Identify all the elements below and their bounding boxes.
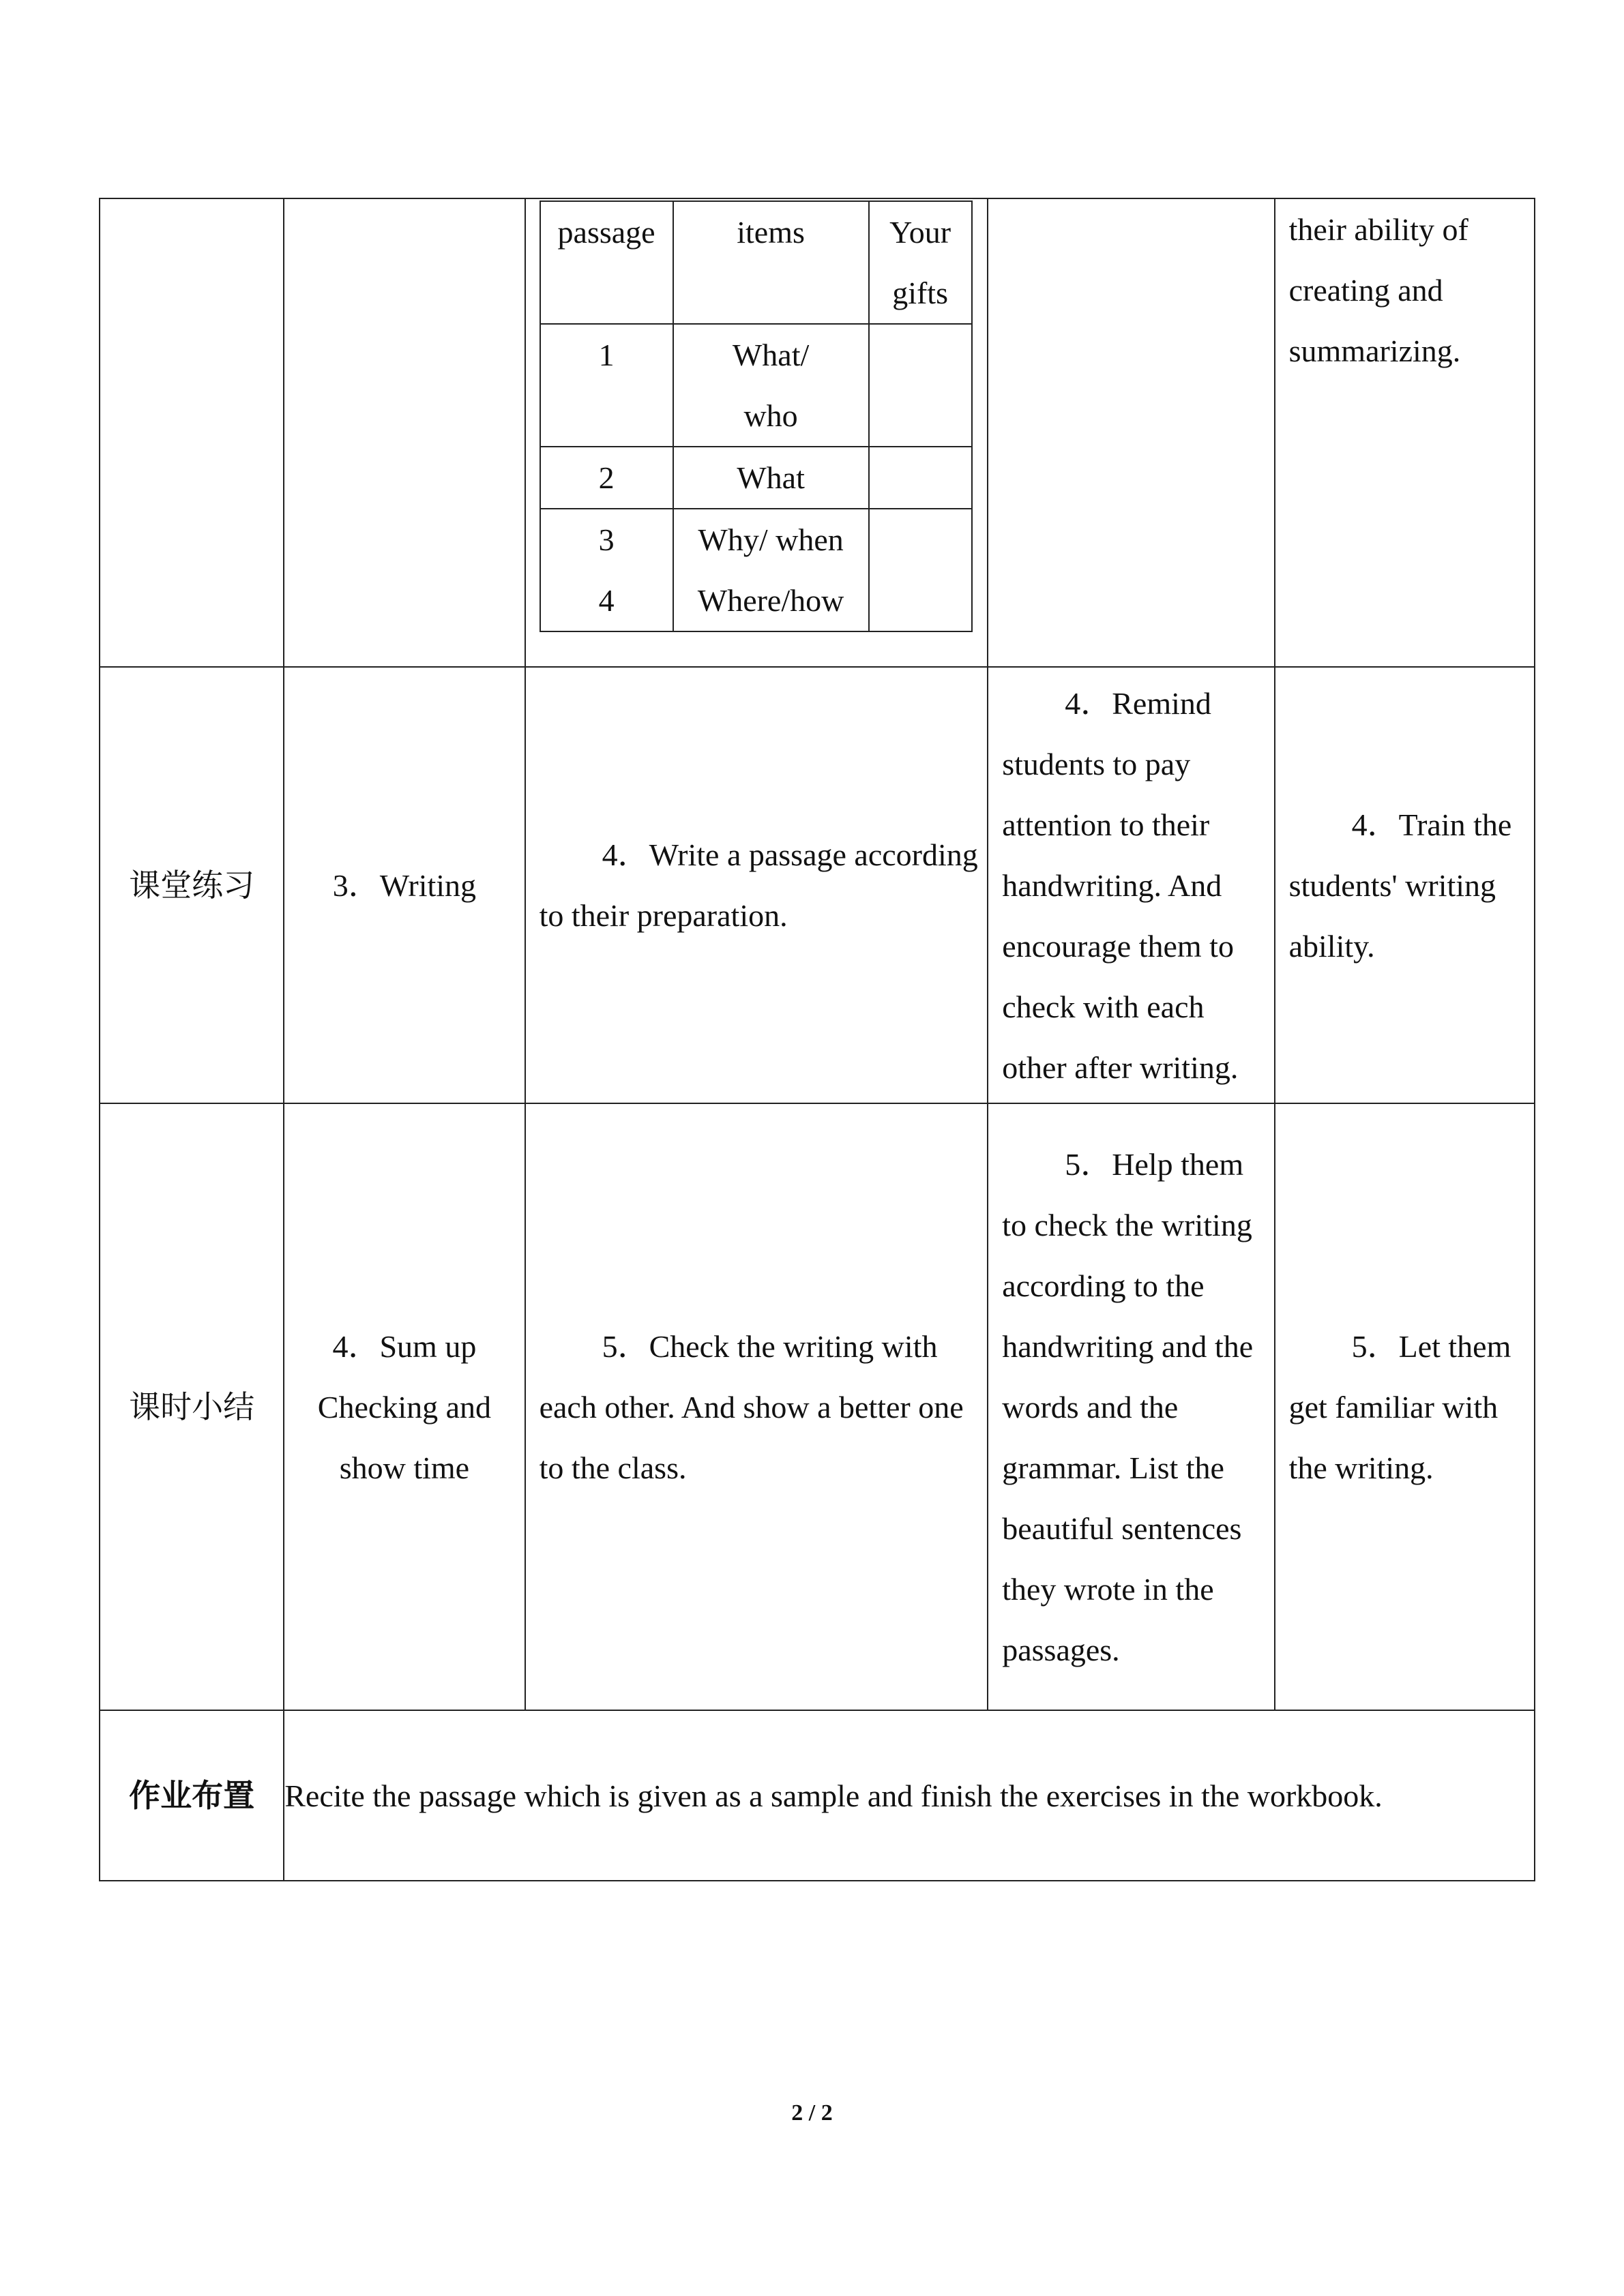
lesson-plan-table: [99, 198, 1535, 1881]
purpose-text: 4．Train the students' writing ability.: [1275, 667, 1535, 1103]
table-row: [100, 198, 1535, 667]
header-passage: passage: [540, 201, 673, 324]
stage-label: 课时小结: [100, 1103, 284, 1710]
stage-cell: [100, 198, 284, 667]
teacher-activity-cell: [988, 198, 1274, 667]
passage-number: 2: [540, 447, 673, 509]
student-activity-text: 5．Check the writing with each other. And show a better one to the class.: [525, 1103, 988, 1710]
student-activity-text: 4．Write a passage according to their preparation.: [525, 667, 988, 1103]
sub-table-row: [540, 447, 972, 509]
teacher-activity-text: 5．Help them to check the writing according to the handwriting and the words and the grammar. List the beautiful sentences they wrote in the passages.: [988, 1103, 1274, 1710]
passage-number: 3 4: [540, 509, 673, 631]
stage-label: 课堂练习: [100, 667, 284, 1103]
passage-items-table: [540, 200, 973, 632]
step-label: 3．Writing: [284, 667, 525, 1103]
page-number: 2 / 2: [791, 2100, 833, 2126]
passage-item: Why/ when Where/how: [673, 509, 869, 631]
passage-gift: [869, 324, 972, 447]
passage-item: What: [673, 447, 869, 509]
purpose-text: 5．Let them get familiar with the writing.: [1275, 1103, 1535, 1710]
passage-gift: [869, 509, 972, 631]
header-items: items: [673, 201, 869, 324]
step-label: 4．Sum up Checking and show time: [284, 1103, 525, 1710]
passage-item: What/ who: [673, 324, 869, 447]
homework-content: Recite the passage which is given as a sample and finish the exercises in the workbook.: [284, 1710, 1535, 1881]
sub-table-row: [540, 324, 972, 447]
table-row: [100, 1710, 1535, 1881]
passage-number: 1: [540, 324, 673, 447]
teacher-activity-text: 4．Remind students to pay attention to their handwriting. And encourage them to check with each other after writing.: [988, 667, 1274, 1103]
sub-table-header-row: [540, 201, 972, 324]
table-row: [100, 667, 1535, 1103]
student-activity-cell: [525, 198, 988, 667]
header-your-gifts: Your gifts: [869, 201, 972, 324]
passage-gift: [869, 447, 972, 509]
step-cell: [284, 198, 525, 667]
sub-table-row: [540, 509, 972, 631]
homework-label: 作业布置: [100, 1710, 284, 1881]
purpose-cell: their ability of creating and summarizing.: [1275, 198, 1535, 667]
table-row: [100, 1103, 1535, 1710]
